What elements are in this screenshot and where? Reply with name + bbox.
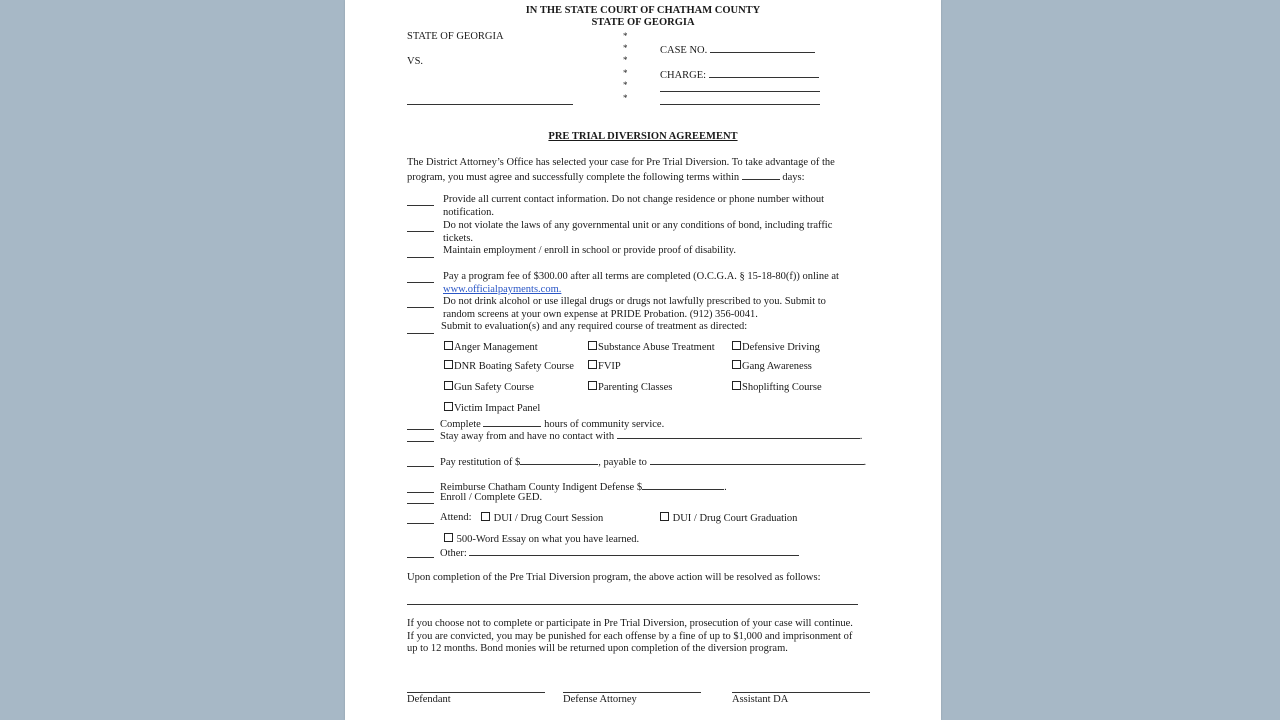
term-initial-line[interactable] [407, 282, 434, 283]
days-blank[interactable] [742, 170, 780, 180]
term-initial-line[interactable] [407, 466, 434, 467]
essay-option [444, 533, 639, 547]
warning-line-2: If you are convicted, you may be punished for each offense by a fine of up to $1,000 and imprisonment of [407, 631, 853, 642]
course-label: Defensive Driving [742, 342, 820, 353]
state-heading: STATE OF GEORGIA [591, 17, 695, 28]
court-heading: IN THE STATE COURT OF CHATHAM COUNTY [525, 5, 761, 16]
term-alcohol-l1: Do not drink alcohol or use illegal drugs or drugs not lawfully prescribed to you. Submit to [443, 296, 826, 307]
option-label: 500-Word Essay on what you have learned. [456, 534, 640, 545]
caption-separator: * [623, 68, 628, 78]
term-contact-l2: notification. [443, 207, 495, 218]
course-shoplifting [732, 381, 822, 395]
course-parenting [588, 381, 672, 395]
caption-separator: * [623, 93, 628, 103]
course-substance [588, 341, 715, 355]
intro-line-2 [407, 170, 805, 185]
term-initial-line[interactable] [407, 492, 434, 493]
vs-label: VS. [407, 56, 424, 67]
term-initial-line[interactable] [407, 503, 434, 504]
option-label: DUI / Drug Court Session [493, 513, 604, 524]
checkbox[interactable] [588, 381, 597, 390]
term-initial-line[interactable] [407, 557, 434, 558]
charge-field [660, 68, 819, 83]
term-initial-line[interactable] [407, 205, 434, 206]
course-gun [444, 381, 534, 395]
checkbox[interactable] [444, 533, 453, 542]
days-label: days: [782, 172, 805, 183]
course-fvip [588, 360, 621, 374]
checkbox[interactable] [481, 512, 490, 521]
course-defensive [732, 341, 820, 355]
term-restitution [440, 455, 866, 470]
course-label: Victim Impact Panel [454, 403, 541, 414]
period: . [863, 457, 867, 468]
term-initial-line[interactable] [407, 429, 434, 430]
completion-text: Upon completion of the Pre Trial Diversion program, the above action will be resolved as follows: [407, 572, 821, 583]
course-label: Gang Awareness [742, 361, 812, 372]
course-label: Shoplifting Course [742, 382, 822, 393]
intro-text: program, you must agree and successfully complete the following terms within [407, 172, 740, 183]
warning-line-1: If you choose not to complete or participate in Pre Trial Diversion, prosecution of your case will continue. [407, 618, 853, 629]
stay-away-label: Stay away from and have no contact with [440, 431, 615, 442]
checkbox[interactable] [588, 341, 597, 350]
option-label: DUI / Drug Court Graduation [672, 513, 798, 524]
course-dnr [444, 360, 574, 374]
term-initial-line[interactable] [407, 333, 434, 334]
term-laws-l2: tickets. [443, 233, 474, 244]
case-number-blank[interactable] [710, 43, 815, 53]
da-signature-label: Assistant DA [732, 694, 789, 705]
case-number-label: CASE NO. [660, 45, 708, 56]
community-hours-blank[interactable] [483, 417, 541, 427]
course-victim [444, 402, 540, 416]
da-signature-line[interactable] [732, 692, 870, 693]
document-page [345, 0, 941, 720]
term-initial-line[interactable] [407, 231, 434, 232]
course-label: Parenting Classes [598, 382, 673, 393]
payment-link[interactable]: www.officialpayments.com. [443, 284, 562, 295]
term-evaluation: Submit to evaluation(s) and any required course of treatment as directed: [441, 321, 748, 332]
course-label: Substance Abuse Treatment [598, 342, 715, 353]
other-blank[interactable] [469, 546, 799, 556]
caption-separator: * [623, 31, 628, 41]
period: . [859, 431, 863, 442]
term-laws-l1: Do not violate the laws of any governmental unit or any conditions of bond, including traffic [443, 220, 833, 231]
agreement-title: PRE TRIAL DIVERSION AGREEMENT [548, 131, 738, 142]
attorney-signature-line[interactable] [563, 692, 701, 693]
term-stay-away [440, 429, 862, 444]
course-label: FVIP [598, 361, 621, 372]
caption-separator: * [623, 80, 628, 90]
charge-blank[interactable] [709, 68, 819, 78]
term-initial-line[interactable] [407, 307, 434, 308]
restitution-amount-blank[interactable] [520, 455, 598, 465]
period: . [724, 482, 727, 493]
community-suffix: hours of community service. [544, 419, 665, 430]
defendant-name-line[interactable] [407, 104, 573, 105]
other-label: Other: [440, 548, 467, 559]
term-other [440, 546, 799, 561]
course-label: DNR Boating Safety Course [454, 361, 574, 372]
checkbox[interactable] [444, 341, 453, 350]
term-fee-l1: Pay a program fee of $300.00 after all terms are completed (O.C.G.A. § 15-18-80(f)) online at [443, 271, 839, 282]
community-label: Complete [440, 419, 481, 430]
checkbox[interactable] [732, 360, 741, 369]
term-initial-line[interactable] [407, 257, 434, 258]
term-contact-l1: Provide all current contact information. Do not change residence or phone number without [443, 194, 825, 205]
payable-label: , payable to [598, 457, 647, 468]
term-attend-label: Attend: [440, 512, 472, 523]
reimburse-amount-blank[interactable] [642, 480, 724, 490]
checkbox[interactable] [660, 512, 669, 521]
course-gang [732, 360, 812, 374]
defendant-signature-label: Defendant [407, 694, 451, 705]
checkbox[interactable] [444, 360, 453, 369]
checkbox[interactable] [732, 381, 741, 390]
term-ged: Enroll / Complete GED. [440, 492, 543, 503]
attend-dui-graduation [660, 512, 797, 526]
reimburse-label: Reimburse Chatham County Indigent Defense $ [440, 482, 643, 493]
plaintiff-label: STATE OF GEORGIA [407, 31, 504, 42]
defendant-signature-line[interactable] [407, 692, 545, 693]
course-anger [444, 341, 538, 355]
term-initial-line[interactable] [407, 523, 434, 524]
payee-blank[interactable] [650, 455, 864, 465]
attend-dui-session [481, 512, 603, 526]
course-label: Gun Safety Course [454, 382, 534, 393]
charge-line-2[interactable] [660, 91, 820, 92]
warning-line-3: up to 12 months. Bond monies will be returned upon completion of the diversion program. [407, 643, 788, 654]
caption-separator: * [623, 43, 628, 53]
checkbox[interactable] [588, 360, 597, 369]
resolution-line[interactable] [407, 604, 858, 605]
charge-line-3[interactable] [660, 104, 820, 105]
term-initial-line[interactable] [407, 441, 434, 442]
no-contact-blank[interactable] [617, 429, 860, 439]
intro-line-1: The District Attorney’s Office has selected your case for Pre Trial Diversion. To take advantage of the [407, 157, 835, 168]
course-label: Anger Management [454, 342, 538, 353]
attorney-signature-label: Defense Attorney [563, 694, 637, 705]
restitution-label: Pay restitution of $ [440, 457, 521, 468]
term-alcohol-l2: random screens at your own expense at PRIDE Probation. (912) 356-0041. [443, 309, 758, 320]
case-number-field [660, 43, 815, 58]
charge-label: CHARGE: [660, 70, 707, 81]
term-employment: Maintain employment / enroll in school or provide proof of disability. [443, 245, 736, 256]
caption-separator: * [623, 55, 628, 65]
checkbox[interactable] [444, 402, 453, 411]
checkbox[interactable] [444, 381, 453, 390]
checkbox[interactable] [732, 341, 741, 350]
